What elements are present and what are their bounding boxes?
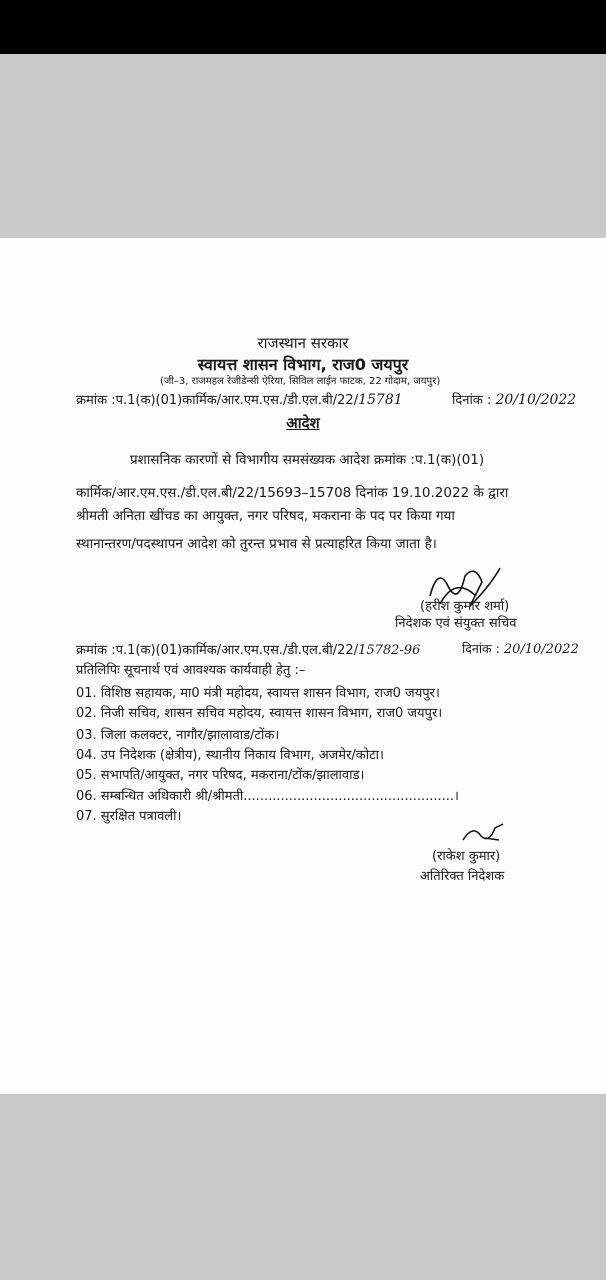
reference-prefix: क्रमांक :प.1(क)(01)कार्मिक/आर.एम.एस./डी.एल.बी/22/ xyxy=(76,393,359,408)
copy-item-7: 07. सुरक्षित पत्रावली। xyxy=(76,809,182,824)
copy-date: 20/10/2022 xyxy=(503,642,579,657)
copy-intro: प्रतिलिपिः सूचनार्थ एवं आवश्यक कार्यवाही हेतु :– xyxy=(76,663,306,678)
copy-date-label: दिनांक : xyxy=(462,641,500,656)
copy-reference-prefix: क्रमांक :प.1(क)(01)कार्मिक/आर.एम.एस./डी.एल.बी/22/ xyxy=(76,643,359,658)
phone-status-bar xyxy=(0,0,606,54)
department-heading: स्वायत्त शासन विभाग, राज0 जयपुर xyxy=(197,355,409,374)
body-line-3: श्रीमती अनिता खींचड का आयुक्त, नगर परिषद, मकराना के पद पर किया गया xyxy=(76,508,455,524)
reference-date-line xyxy=(452,390,576,408)
copy-item-3: 03. जिला कलक्टर, नागौर/झालावाड/टोंक। xyxy=(76,728,280,743)
top-blank-band xyxy=(0,54,606,238)
date-label: दिनांक : xyxy=(452,393,492,408)
office-address: (जी–3, राजमहल रेजीडेन्सी ऐरिया, सिविल लाईन फाटक, 22 गोदाम, जयपुर) xyxy=(160,376,441,387)
copy-item-2: 02. निजी सचिव, शासन सचिव महोदय, स्वायत्त शासन विभाग, राज0 जयपुर। xyxy=(76,706,443,721)
signatory-2-designation: अतिरिक्त निदेशक xyxy=(420,869,505,884)
reference-date: 20/10/2022 xyxy=(495,392,577,408)
body-line-4: स्थानान्तरण/पदस्थापन आदेश को तुरन्त प्रभाव से प्रत्याहरित किया जाता है। xyxy=(76,536,437,552)
copy-reference-line xyxy=(76,640,420,658)
body-line-2: कार्मिक/आर.एम.एस./डी.एल.बी/22/15693–15708 दिनांक 19.10.2022 के द्वारा xyxy=(76,485,509,501)
reference-number: 15781 xyxy=(358,392,403,408)
signatory-1-name: (हरीश कुमार शर्मा) xyxy=(420,599,510,614)
reference-number-line xyxy=(76,390,403,408)
order-title: आदेश xyxy=(286,414,320,432)
copy-date-line xyxy=(462,640,579,657)
signature-2-scribble xyxy=(455,818,515,848)
copy-item-6: 06. सम्बन्धित अधिकारी श्री/श्रीमती...................................................। xyxy=(76,789,459,804)
bottom-blank-band xyxy=(0,1094,606,1280)
signatory-2-name: (राकेश कुमार) xyxy=(432,849,501,864)
order-document xyxy=(0,238,606,1094)
copy-item-1: 01. विशिष्ठ सहायक, मा0 मंत्री महोदय, स्वायत्त शासन विभाग, राज0 जयपुर। xyxy=(76,686,440,701)
body-line-1: प्रशासनिक कारणों से विभागीय समसंख्यक आदेश क्रमांक :प.1(क)(01) xyxy=(130,452,485,468)
govt-heading: राजस्थान सरकार xyxy=(257,334,349,352)
copy-item-4: 04. उप निदेशक (क्षेत्रीय), स्थानीय निकाय विभाग, अजमेर/कोटा। xyxy=(76,748,384,763)
copy-item-5: 05. सभापति/आयुक्त, नगर परिषद, मकराना/टोंक/झालावाड। xyxy=(76,768,365,783)
copy-reference-number: 15782-96 xyxy=(358,643,421,658)
signatory-1-designation: निदेशक एवं संयुक्त सचिव xyxy=(395,616,517,631)
